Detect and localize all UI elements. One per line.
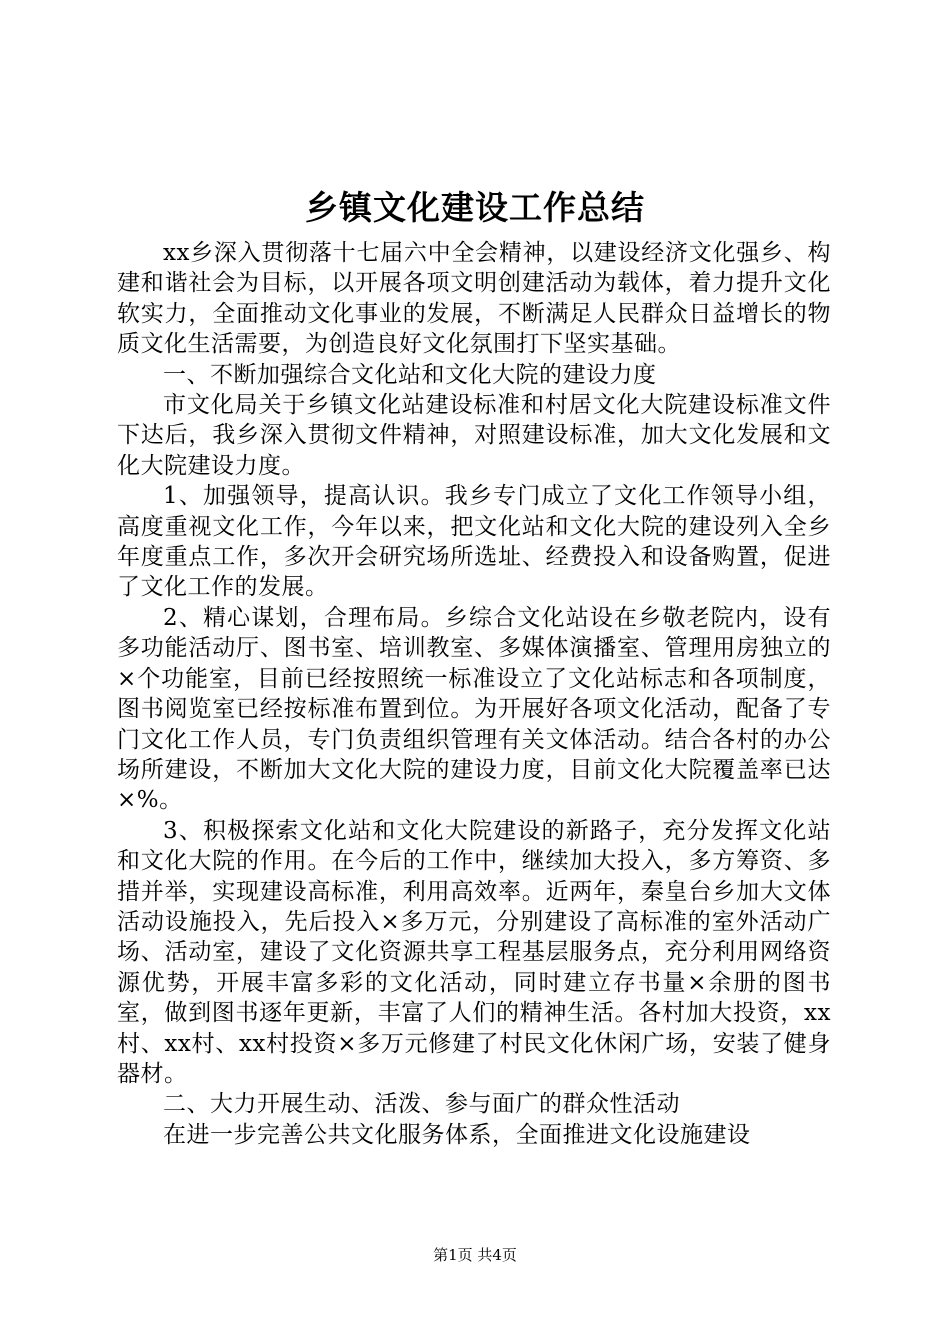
document-body xyxy=(117,238,831,1150)
paragraph-item-1: 1、加强领导，提高认识。我乡专门成立了文化工作领导小组，高度重视文化工作，今年以来，把文化站和文化大院的建设列入全乡年度重点工作，多次开会研究场所选址、经费投入和设备购置，促进了文化工作的发展。 xyxy=(117,483,831,601)
paragraph-item-2: 2、精心谋划，合理布局。乡综合文化站设在乡敬老院内，设有多功能活动厅、图书室、培训教室、多媒体演播室、管理用房独立的×个功能室，目前已经按照统一标准设立了文化站标志和各项制度，图书阅览室已经按标准布置到位。为开展好各项文化活动，配备了专门文化工作人员，专门负责组织管理有关文体活动。结合各村的办公场所建设，不断加大文化大院的建设力度，目前文化大院覆盖率已达×%。 xyxy=(117,604,831,814)
paragraph-intro: xx乡深入贯彻落十七届六中全会精神，以建设经济文化强乡、构建和谐社会为目标，以开展各项文明创建活动为载体，着力提升文化软实力，全面推动文化事业的发展，不断满足人民群众日益增长的物质文化生活需要，为创造良好文化氛围打下坚实基础。 xyxy=(117,240,831,358)
page-footer: 第1页 共4页 xyxy=(433,1246,517,1264)
document-title: 乡镇文化建设工作总结 xyxy=(305,188,645,227)
paragraph-section-2-intro: 在进一步完善公共文化服务体系，全面推进文化设施建设 xyxy=(163,1121,751,1148)
section-heading-1: 一、不断加强综合文化站和文化大院的建设力度 xyxy=(163,361,657,388)
section-heading-2: 二、大力开展生动、活泼、参与面广的群众性活动 xyxy=(163,1091,680,1118)
paragraph-item-3: 3、积极探索文化站和文化大院建设的新路子，充分发挥文化站和文化大院的作用。在今后的工作中，继续加大投入，多方筹资、多措并举，实现建设高标准，利用高效率。近两年，秦皇台乡加大文体活动设施投入，先后投入×多万元，分别建设了高标准的室外活动广场、活动室，建设了文化资源共享工程基层服务点，充分利用网络资源优势，开展丰富多彩的文化活动，同时建立存书量×余册的图书室，做到图书逐年更新，丰富了人们的精神生活。各村加大投资，xx村、xx村、xx村投资×多万元修建了村民文化休闲广场，安装了健身器材。 xyxy=(117,817,831,1087)
paragraph-section-1-intro: 市文化局关于乡镇文化站建设标准和村居文化大院建设标准文件下达后，我乡深入贯彻文件精神，对照建设标准，加大文化发展和文化大院建设力度。 xyxy=(117,392,831,479)
